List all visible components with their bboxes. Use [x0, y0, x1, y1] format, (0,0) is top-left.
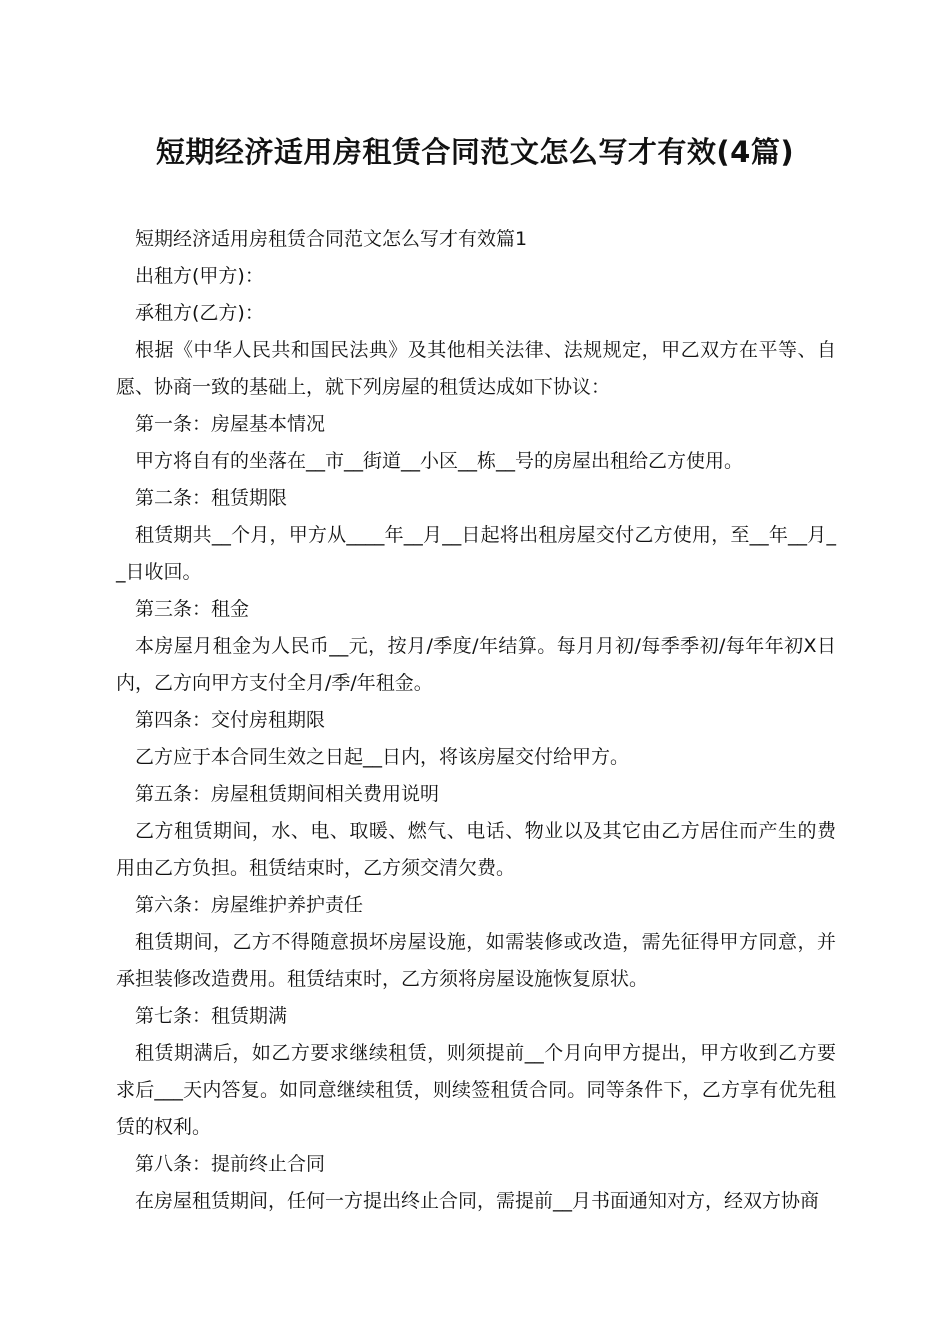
clause-5-text: 乙方租赁期间，水、电、取暖、燃气、电话、物业以及其它由乙方居住而产生的费用由乙方负担。租赁结束时，乙方须交清欠费。 — [116, 820, 836, 879]
paragraph-lessee: 承租方(乙方)： — [135, 302, 264, 324]
clause-8-text: 在房屋租赁期间，任何一方提出终止合同，需提前__月书面通知对方，经双方协商 — [135, 1190, 820, 1212]
clause-4-text: 乙方应于本合同生效之日起__日内，将该房屋交付给甲方。 — [135, 746, 630, 768]
clause-1-heading: 第一条：房屋基本情况 — [135, 413, 326, 435]
clause-7-heading: 第七条：租赁期满 — [135, 1005, 288, 1027]
clause-8-heading: 第八条：提前终止合同 — [135, 1153, 326, 1175]
clause-2-text: 租赁期共__个月，甲方从____年__月__日起将出租房屋交付乙方使用，至__年__月__日收回。 — [116, 524, 836, 583]
clause-5-heading: 第五条：房屋租赁期间相关费用说明 — [135, 783, 440, 805]
clause-7-text: 租赁期满后，如乙方要求继续租赁，则须提前__个月向甲方提出，甲方收到乙方要求后___天内答复。如同意继续租赁，则续签租赁合同。同等条件下，乙方享有优先租赁的权利。 — [116, 1042, 836, 1138]
clause-6-heading: 第六条：房屋维护养护责任 — [135, 894, 364, 916]
paragraph-lessor: 出租方(甲方)： — [135, 265, 264, 287]
clause-2-heading: 第二条：租赁期限 — [135, 487, 288, 509]
paragraph-heading: 短期经济适用房租赁合同范文怎么写才有效篇1 — [135, 228, 528, 250]
clause-6-text: 租赁期间，乙方不得随意损坏房屋设施，如需装修或改造，需先征得甲方同意，并承担装修改造费用。租赁结束时，乙方须将房屋设施恢复原状。 — [116, 931, 836, 990]
document-title: 短期经济适用房租赁合同范文怎么写才有效(4篇) — [155, 135, 795, 169]
paragraph-preamble: 根据《中华人民共和国民法典》及其他相关法律、法规规定，甲乙双方在平等、自愿、协商一致的基础上，就下列房屋的租赁达成如下协议： — [116, 339, 836, 398]
document-body — [116, 221, 836, 1220]
clause-4-heading: 第四条：交付房租期限 — [135, 709, 326, 731]
clause-3-text: 本房屋月租金为人民币__元，按月/季度/年结算。每月月初/每季季初/每年年初X日内，乙方向甲方支付全月/季/年租金。 — [116, 635, 836, 694]
clause-3-heading: 第三条：租金 — [135, 598, 250, 620]
clause-1-text: 甲方将自有的坐落在__市__街道__小区__栋__号的房屋出租给乙方使用。 — [135, 450, 744, 472]
